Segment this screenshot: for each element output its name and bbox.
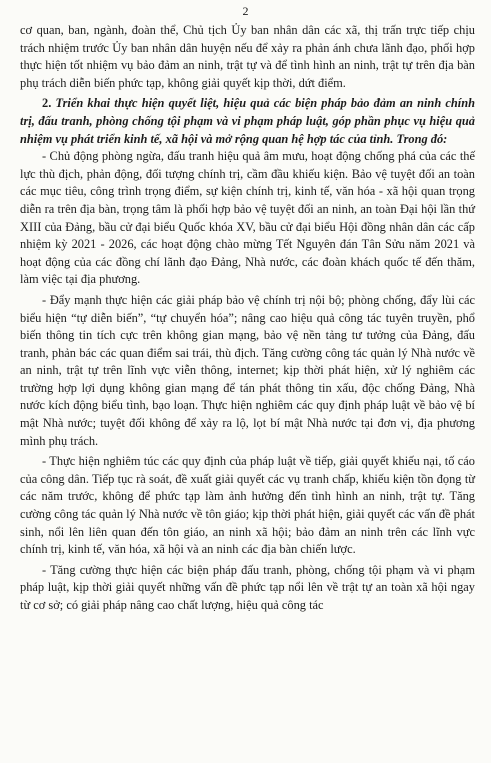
section-heading-2 — [20, 95, 475, 148]
paragraph-continuation: cơ quan, ban, ngành, đoàn thể, Chủ tịch Ủy ban nhân dân các xã, thị trấn trực tiếp chịu trách nhiệm trước Ủy ban nhân dân huyện nếu để xảy ra phản ánh chưa lãnh đạo, phối hợp thực hiện tốt nhiệm vụ bảo đảm an ninh, trật tự và để tình hình an ninh, trật tự trên địa bàn phụ trách diễn biến phức tạp, không giải quyết kịp thời, dứt điểm. — [20, 23, 475, 90]
bullet-paragraph-crime-prevention: - Tăng cường thực hiện các biện pháp đấu tranh, phòng, chống tội phạm và vi phạm pháp luật, kịp thời giải quyết những vấn đề phức tạp nổi lên về trật tự an toàn xã hội ngay từ cơ sở; có giải pháp nâng cao chất lượng, hiệu quả công tác — [20, 562, 475, 612]
section-heading-text: Triển khai thực hiện quyết liệt, hiệu quả các biện pháp bảo đảm an ninh chính trị, đấu tranh, phòng chống tội phạm và vi phạm pháp luật, góp phần phục vụ hiệu quả nhiệm vụ phát triển kinh tế, xã hội và mở rộng quan hệ hợp tác của tỉnh. Trong đó: — [20, 96, 475, 146]
section-number: 2. — [42, 96, 52, 111]
bullet-paragraph-political-security: - Chủ động phòng ngừa, đấu tranh hiệu quả âm mưu, hoạt động chống phá của các thế lực thù địch, phản động, đối tượng chính trị, cầm đầu khiếu kiện. Bảo vệ tuyệt đối an toàn các mục tiêu, công trình trọng điểm, sự kiện chính trị, kinh tế, văn hóa - xã hội quan trọng diễn ra trên địa bàn, trọng tâm là phối hợp bảo vệ tuyệt đối an ninh, an toàn Đại hội lần thứ XIII của Đảng, bầu cử đại biểu Quốc khóa XV, bầu cử đại biểu Hội đồng nhân dân các cấp nhiệm kỳ 2021 - 2026, các hoạt động chào mừng Tết Nguyên đán Tân Sửu năm 2021 và hoạt động của các đồng chí lãnh đạo Đảng, Nhà nước, các đoàn khách quốc tế đến thăm, làm việc tại địa phương. — [20, 149, 475, 287]
bullet-paragraph-complaints: - Thực hiện nghiêm túc các quy định của pháp luật về tiếp, giải quyết khiếu nại, tố cáo của công dân. Tiếp tục rà soát, đề xuất giải quyết các vụ tranh chấp, khiếu kiện tồn đọng từ các năm trước, không để phức tạp làm ảnh hưởng đến tình hình an ninh, trật tự. Tăng cường công tác quản lý Nhà nước về tôn giáo; kịp thời phát hiện, giải quyết các vấn đề phát sinh, nổi lên liên quan đến tôn giáo, an ninh xã hội; bảo đảm an ninh trên các lĩnh vực chính trị, kinh tế, văn hóa, xã hội và an ninh các địa bàn chiến lược. — [20, 454, 475, 557]
page-number: 2 — [242, 4, 249, 18]
bullet-paragraph-internal-protection: - Đẩy mạnh thực hiện các giải pháp bảo vệ chính trị nội bộ; phòng chống, đẩy lùi các biểu hiện “tự diễn biến”, “tự chuyển hóa”; nâng cao hiệu quả công tác tuyên truyền, phổ biến thông tin tích cực trên không gian mạng, bảo vệ nền tảng tư tưởng của Đảng, đấu tranh, phản bác các quan điểm sai trái, thù địch. Tăng cường công tác quản lý Nhà nước về an ninh, trật tự trên lĩnh vực viễn thông, internet; kịp thời phát hiện, xử lý nghiêm các trường hợp lợi dụng không gian mạng để tán phát thông tin xấu, độc chống Đảng, Nhà nước kích động biểu tình, bạo loạn. Thực hiện nghiêm các quy định pháp luật về bảo vệ bí mật Nhà nước; tuyệt đối không để xảy ra lộ, lọt bí mật Nhà nước tại đơn vị, địa phương mình phụ trách. — [20, 292, 475, 448]
document-body — [20, 22, 475, 615]
